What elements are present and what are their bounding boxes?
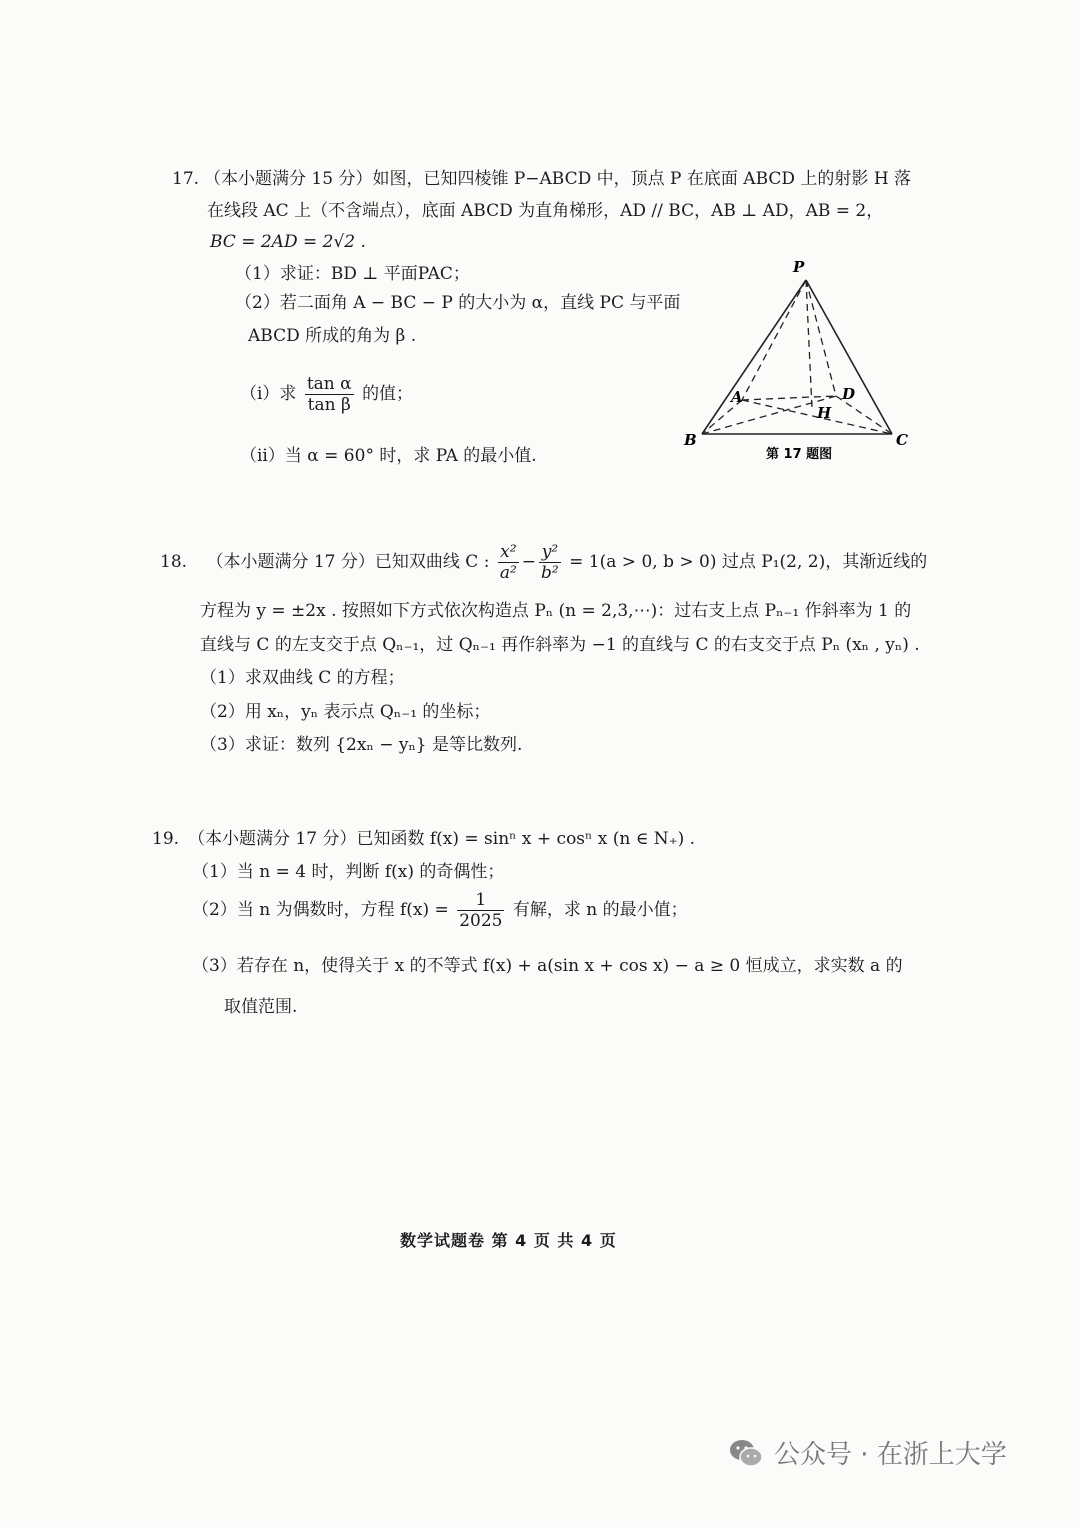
q19-part-3a: （3）若存在 n，使得关于 x 的不等式 f(x) + a(sin x + cos x) − a ≥ 0 恒成立，求实数 a 的 bbox=[192, 956, 903, 976]
a2-denominator: a² bbox=[499, 563, 517, 583]
label-C: C bbox=[896, 431, 908, 449]
q17-part-i-prefix: （i）求 bbox=[240, 384, 297, 404]
q17-number: 17. bbox=[172, 169, 200, 189]
q18-line-1-rest: = 1(a > 0, b > 0) 过点 P₁(2, 2)，其渐近线的 bbox=[569, 552, 928, 572]
q17-line-2: 在线段 AC 上（不含端点），底面 ABCD 为直角梯形，AD // BC，AB ⊥ AD，AB = 2， bbox=[207, 201, 884, 221]
q19-part-2 bbox=[192, 888, 688, 932]
label-H: H bbox=[817, 404, 832, 422]
q17-part-i-suffix: 的值； bbox=[362, 384, 414, 404]
edge-PA bbox=[742, 280, 806, 400]
q19-part-2-prefix: （2）当 n 为偶数时，方程 f(x) = bbox=[192, 900, 449, 920]
pyramid-figure bbox=[676, 256, 926, 466]
q17-part-i bbox=[240, 374, 413, 415]
wechat-icon bbox=[728, 1438, 764, 1468]
q19-part-2-suffix: 有解，求 n 的最小值； bbox=[512, 900, 688, 920]
q18-part-3: （3）求证：数列 {2xₙ − yₙ} 是等比数列. bbox=[200, 735, 523, 755]
label-B: B bbox=[684, 431, 697, 449]
q17-part-1: （1）求证：BD ⊥ 平面PAC； bbox=[235, 264, 470, 284]
b2-denominator: b² bbox=[541, 563, 559, 583]
q19-line-1: （本小题满分 17 分）已知函数 f(x) = sinⁿ x + cosⁿ x (n ∈ N₊) . bbox=[188, 829, 696, 849]
fraction-denominator: 2025 bbox=[459, 911, 503, 931]
q18-part-1: （1）求双曲线 C 的方程； bbox=[200, 668, 405, 688]
y2-numerator: y² bbox=[539, 542, 561, 563]
q18-intro: （本小题满分 17 分）已知双曲线 C : bbox=[206, 552, 490, 572]
y2-over-b2 bbox=[539, 542, 561, 583]
label-D: D bbox=[842, 385, 856, 403]
q17-part-ii: （ii）当 α = 60° 时，求 PA 的最小值. bbox=[240, 446, 537, 466]
q19-part-3b: 取值范围. bbox=[224, 997, 298, 1017]
tan-ratio-denominator: tan β bbox=[307, 395, 351, 415]
q18-number: 18. bbox=[160, 552, 188, 572]
page-footer: 数学试题卷 第 4 页 共 4 页 bbox=[400, 1231, 617, 1250]
q17-part-2b: ABCD 所成的角为 β . bbox=[248, 326, 417, 346]
watermark-text: 公众号 · 在浙上大学 bbox=[774, 1440, 1007, 1470]
q18-line-3: 直线与 C 的左支交于点 Qₙ₋₁，过 Qₙ₋₁ 再作斜率为 −1 的直线与 C 的右支交于点 Pₙ (xₙ , yₙ) . bbox=[200, 635, 920, 655]
q19-number: 19. bbox=[152, 829, 180, 849]
q17-line-1: （本小题满分 15 分）如图，已知四棱锥 P−ABCD 中，顶点 P 在底面 ABCD 上的射影 H 落 bbox=[204, 169, 912, 189]
x2-numerator: x² bbox=[498, 542, 519, 563]
x2-over-a2 bbox=[498, 542, 519, 583]
label-P: P bbox=[793, 258, 805, 276]
q18-line-1 bbox=[160, 540, 927, 584]
fraction-numerator: 1 bbox=[457, 890, 504, 911]
q17-line-3: BC = 2AD = 2√2 . bbox=[210, 232, 366, 252]
label-A: A bbox=[731, 388, 743, 406]
tan-ratio-numerator: tan α bbox=[306, 374, 352, 394]
q18-line-2: 方程为 y = ±2x . 按照如下方式依次构造点 Pₙ (n = 2,3,⋯)：过右支上点 Pₙ₋₁ 作斜率为 1 的 bbox=[200, 601, 912, 621]
segment-PH bbox=[806, 280, 812, 408]
watermark bbox=[728, 1434, 1007, 1471]
one-over-2025 bbox=[457, 890, 504, 931]
tan-ratio-fraction bbox=[305, 374, 354, 415]
q17-part-2a: （2）若二面角 A − BC − P 的大小为 α，直线 PC 与平面 bbox=[235, 293, 681, 313]
q18-part-2: （2）用 xₙ，yₙ 表示点 Qₙ₋₁ 的坐标； bbox=[200, 702, 491, 722]
figure-caption: 第 17 题图 bbox=[766, 447, 833, 462]
minus-sign: − bbox=[521, 552, 537, 572]
q19-part-1: （1）当 n = 4 时，判断 f(x) 的奇偶性； bbox=[192, 862, 505, 882]
diagonal-BD bbox=[702, 396, 836, 434]
